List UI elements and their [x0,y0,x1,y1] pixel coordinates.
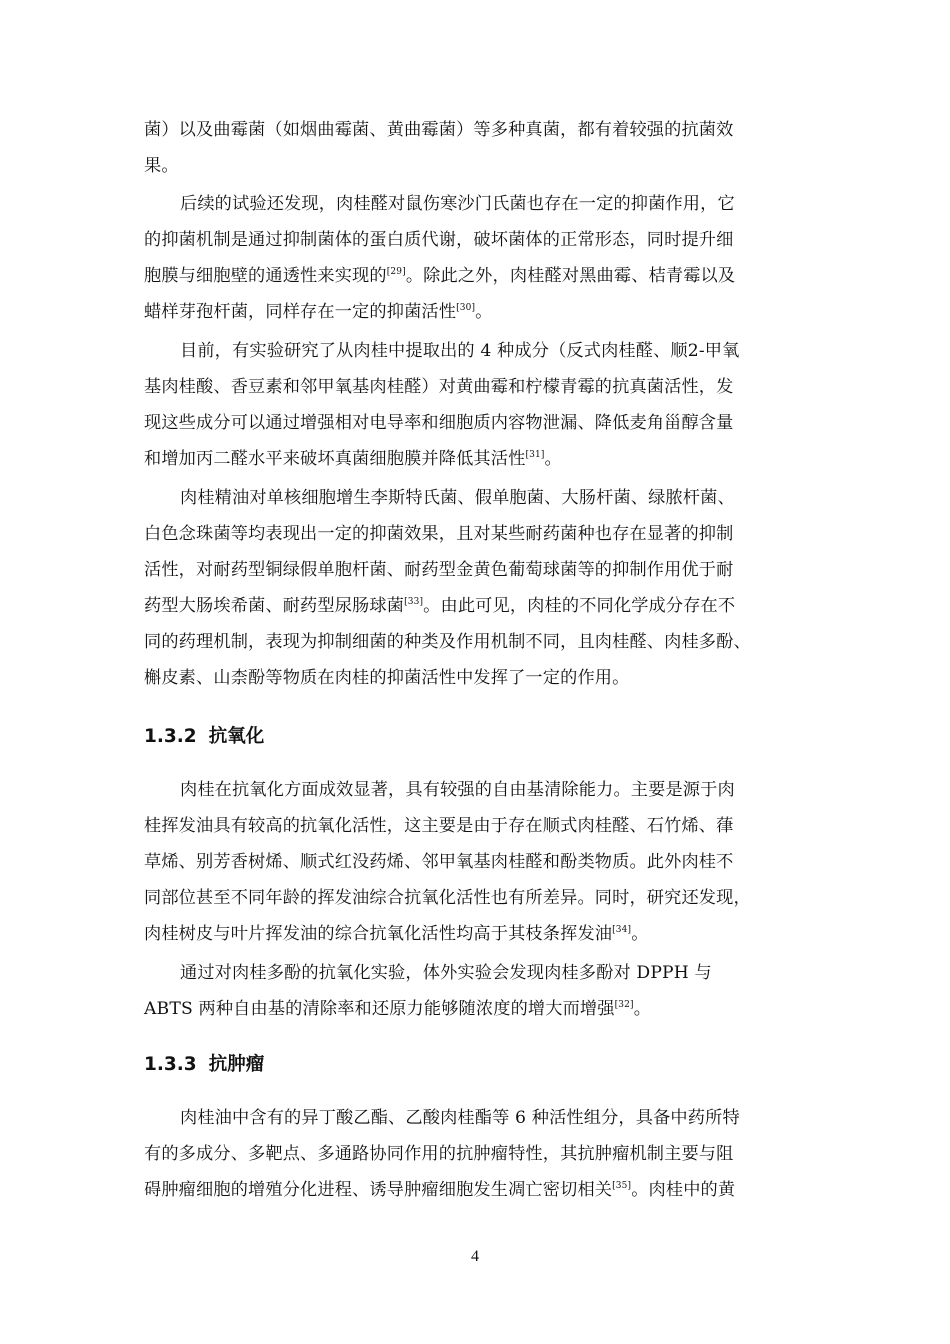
citation: [30] [456,303,476,313]
section-heading [144,1052,264,1078]
text-line [144,264,735,288]
line-text: 肉桂树皮与叶片挥发油的综合抗氧化活性均高于其枝条挥发油 [144,924,613,944]
line-text: 胞膜与细胞壁的通透性来实现的 [144,266,387,286]
text-line: 菌）以及曲霉菌（如烟曲霉菌、黄曲霉菌）等多种真菌，都有着较强的抗菌效 [144,120,734,140]
line-text: 。 [475,302,493,322]
section-number: 1.3.2 [144,726,197,747]
line-text: 。由此可见，肉桂的不同化学成分存在不 [423,596,736,616]
line-text: 。 [633,999,652,1019]
line-text: 。肉桂中的黄 [631,1180,736,1200]
section-title: 抗氧化 [208,726,265,747]
line-text: 。 [631,924,649,944]
text-line: 白色念珠菌等均表现出一定的抑菌效果，且对某些耐药菌种也存在显著的抑制 [144,524,734,544]
line-text: 蜡样芽孢杆菌，同样存在一定的抑菌活性 [144,302,457,322]
text-line: 桂挥发油具有较高的抗氧化活性，这主要是由于存在顺式肉桂醛、石竹烯、葎 [144,816,734,836]
text-line: 肉桂精油对单核细胞增生李斯特氏菌、假单胞菌、大肠杆菌、绿脓杆菌、 [180,488,735,508]
text-line: 有的多成分、多靶点、多通路协同作用的抗肿瘤特性，其抗肿瘤机制主要与阻 [144,1144,734,1164]
text-line [144,594,735,618]
page-number: 4 [471,1248,479,1265]
line-text: 药型大肠埃希菌、耐药型尿肠球菌 [144,596,405,616]
text-line: 后续的试验还发现，肉桂醛对鼠伤寒沙门氏菌也存在一定的抑菌作用，它 [180,194,735,214]
line-text: 和增加丙二醛水平来破坏真菌细胞膜并降低其活性 [144,449,526,469]
text-line: 基肉桂酸、香豆素和邻甲氧基肉桂醛）对黄曲霉和柠檬青霉的抗真菌活性，发 [144,377,734,397]
line-text: 。 [544,449,562,469]
citation: [34] [612,925,632,935]
line-text: 碍肿瘤细胞的增殖分化进程、诱导肿瘤细胞发生凋亡密切相关 [144,1180,613,1200]
text-line: 槲皮素、山柰酚等物质在肉桂的抑菌活性中发挥了一定的作用。 [144,668,630,688]
section-heading [144,724,264,750]
text-line: 果。 [144,156,179,176]
text-line [144,997,651,1021]
text-line: 同的药理机制，表现为抑制细菌的种类及作用机制不同，且肉桂醛、肉桂多酚、 [144,632,751,652]
citation: [33] [404,597,424,607]
section-number: 1.3.3 [144,1054,197,1075]
citation: [35] [612,1181,632,1191]
citation: [31] [525,450,545,460]
text-line: 现这些成分可以通过增强相对电导率和细胞质内容物泄漏、降低麦角甾醇含量 [144,413,734,433]
citation: [29] [386,267,406,277]
text-line [144,922,649,946]
text-line: 的抑菌机制是通过抑制菌体的蛋白质代谢，破坏菌体的正常形态，同时提升细 [144,230,734,250]
text-line [144,1178,735,1202]
text-line: 目前，有实验研究了从肉桂中提取出的 4 种成分（反式肉桂醛、顺2-甲氧 [180,341,740,361]
text-line: 活性，对耐药型铜绿假单胞杆菌、耐药型金黄色葡萄球菌等的抑制作用优于耐 [144,560,734,580]
citation: [32] [614,1000,634,1010]
text-line: 通过对肉桂多酚的抗氧化实验，体外实验会发现肉桂多酚对 DPPH 与 [180,963,712,983]
text-line: 肉桂在抗氧化方面成效显著，具有较强的自由基清除能力。主要是源于肉 [180,780,735,800]
text-line [144,447,562,471]
text-line: 草烯、别芳香树烯、顺式红没药烯、邻甲氧基肉桂醛和酚类物质。此外肉桂不 [144,852,734,872]
line-text: ABTS 两种自由基的清除率和还原力能够随浓度的增大而增强 [144,999,615,1019]
section-title: 抗肿瘤 [208,1054,265,1075]
text-line: 肉桂油中含有的异丁酸乙酯、乙酸肉桂酯等 6 种活性组分，具备中药所特 [180,1108,740,1128]
text-line: 同部位甚至不同年龄的挥发油综合抗氧化活性也有所差异。同时，研究还发现， [144,888,751,908]
line-text: 。除此之外，肉桂醛对黑曲霉、桔青霉以及 [405,266,736,286]
text-line [144,300,493,324]
